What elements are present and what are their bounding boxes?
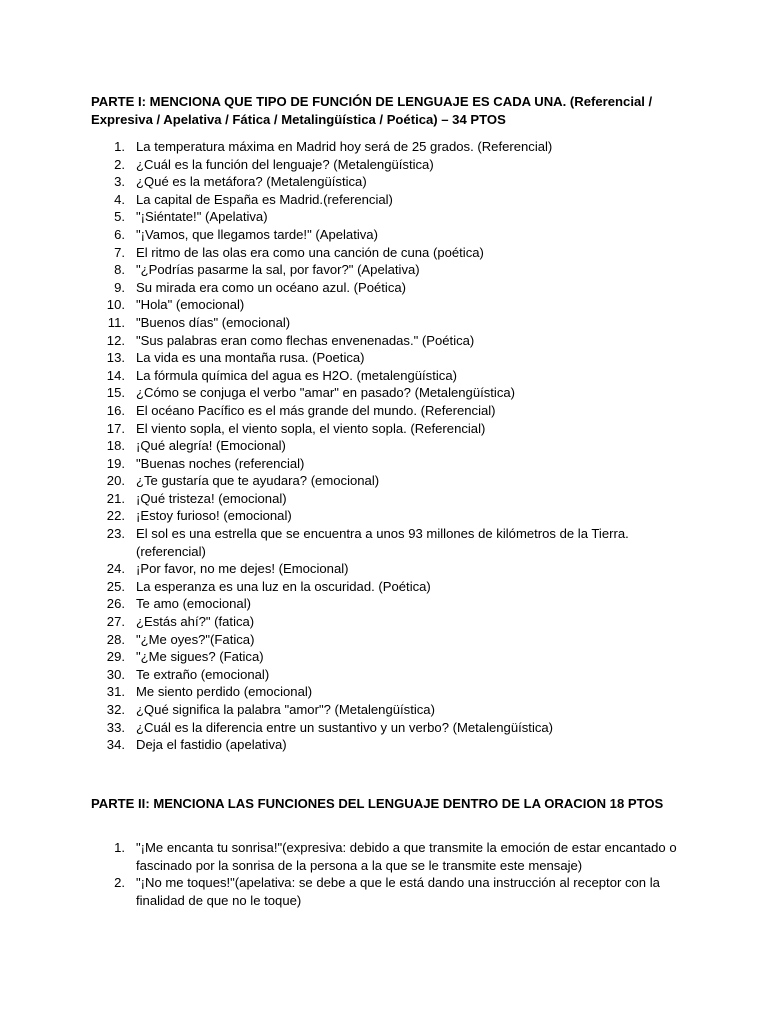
list-item-text: ¡Por favor, no me dejes! (Emocional): [136, 561, 349, 577]
list-item-number: 15.: [106, 385, 125, 401]
list-item-number: 31.: [106, 684, 125, 700]
list-item: [91, 402, 686, 420]
list-item-number: 34.: [106, 737, 125, 753]
list-item: [91, 648, 686, 666]
list-item-text: "¡Vamos, que llegamos tarde!" (Apelativa): [136, 226, 378, 242]
list-item: [91, 437, 686, 455]
list-item-text: La temperatura máxima en Madrid hoy será de 25 grados. (Referencial): [136, 139, 553, 154]
list-item-number: 7.: [114, 244, 125, 260]
list-item: [91, 736, 686, 754]
list-item-text: ¡Estoy furioso! (emocional): [136, 508, 292, 524]
list-item-number: 32.: [106, 702, 125, 717]
list-item-number: 8.: [114, 262, 125, 278]
list-item: [91, 595, 686, 613]
list-item-text: La capital de España es Madrid.(referencial): [136, 191, 393, 207]
list-item: [91, 226, 686, 244]
list-item-number: 16.: [106, 402, 125, 418]
list-item-text: Su mirada era como un océano azul. (Poética): [136, 279, 407, 295]
list-item-number: 33.: [106, 719, 125, 735]
list-item: [91, 173, 686, 191]
list-item: [91, 701, 686, 719]
list-item-number: 1.: [114, 840, 125, 855]
list-item: [91, 455, 686, 473]
list-item-text: ¿Qué significa la palabra "amor"? (Metalengüística): [136, 702, 435, 717]
list-item-text: Deja el fastidio (apelativa): [136, 737, 287, 753]
list-item-number: 26.: [106, 596, 125, 612]
list-item-text: ¿Qué es la metáfora? (Metalengüística): [136, 174, 367, 190]
list-item-number: 22.: [106, 508, 125, 524]
list-item: [91, 384, 686, 402]
list-item-number: 21.: [106, 490, 125, 506]
list-item: [91, 472, 686, 490]
list-item: [91, 244, 686, 262]
list-item-text: Te extraño (emocional): [136, 666, 270, 682]
list-item-number: 4.: [114, 191, 125, 207]
list-item-text: "¡Siéntate!" (Apelativa): [136, 209, 268, 225]
list-item-number: 11.: [107, 314, 125, 330]
list-item-text: Me siento perdido (emocional): [136, 684, 313, 700]
list-item-text: ¿Cómo se conjuga el verbo "amar" en pasado? (Metalengüística): [136, 385, 516, 401]
list-item-number: 2.: [114, 875, 125, 891]
list-item: [91, 631, 686, 649]
list-item-text: El viento sopla, el viento sopla, el viento sopla. (Referencial): [136, 420, 486, 436]
list-item-number: 10.: [106, 297, 125, 313]
list-item-number: 13.: [106, 350, 125, 366]
list-item-number: 9.: [114, 279, 125, 295]
list-item-text: ¿Estás ahí?" (fatica): [136, 614, 255, 630]
list-item: [91, 490, 686, 508]
list-item-number: 25.: [106, 578, 125, 594]
part-1-heading: PARTE I: MENCIONA QUE TIPO DE FUNCIÓN DE LENGUAJE ES CADA UNA. (Referencial / Expresiva / Apelativa / Fática / Metalingüística / Poética) – 34 PTOS: [91, 94, 653, 127]
list-item: [91, 507, 686, 525]
list-item-number: 12.: [106, 332, 125, 348]
list-item: [91, 156, 686, 174]
list-item-number: 14.: [106, 367, 125, 383]
list-item-text: ¿Cuál es la diferencia entre un sustantivo y un verbo? (Metalengüística): [136, 719, 554, 735]
list-item: [91, 683, 686, 701]
list-item: [91, 296, 686, 314]
list-item-number: 23.: [106, 526, 125, 542]
list-item-text: ¡Qué tristeza! (emocional): [136, 490, 287, 506]
list-item-text: El océano Pacífico es el más grande del mundo. (Referencial): [136, 402, 496, 418]
list-item: [91, 261, 686, 279]
list-item-number: 3.: [114, 174, 125, 190]
list-item: [91, 191, 686, 209]
list-item-number: 6.: [114, 226, 125, 242]
list-item: [91, 367, 686, 385]
list-item-text: El ritmo de las olas era como una canción de cuna (poética): [136, 244, 484, 260]
list-item-text: La fórmula química del agua es H2O. (metalengüística): [136, 367, 457, 383]
list-item-text: "Buenos días" (emocional): [136, 314, 291, 330]
list-item-number: 19.: [106, 455, 125, 471]
list-item-number: 18.: [106, 438, 125, 454]
list-item-text: El sol es una estrella que se encuentra a unos 93 millones de kilómetros de la Tierra. (referencial): [136, 526, 629, 559]
list-item-number: 28.: [106, 631, 125, 647]
list-item-number: 24.: [106, 561, 125, 577]
list-item: [91, 420, 686, 438]
list-item-text: ¿Te gustaría que te ayudara? (emocional): [136, 473, 380, 489]
list-item: [91, 332, 686, 350]
list-item-text: ¡Qué alegría! (Emocional): [136, 438, 286, 454]
list-item: [91, 560, 686, 578]
list-item: [91, 578, 686, 596]
list-item-number: 30.: [106, 666, 125, 682]
list-item: [91, 279, 686, 297]
list-item-text: "Buenas noches (referencial): [136, 455, 305, 471]
list-item-text: "¿Me sigues? (Fatica): [136, 649, 264, 665]
list-item-text: "Sus palabras eran como flechas envenenadas." (Poética): [136, 332, 475, 348]
list-item: [91, 525, 686, 560]
list-item-text: La esperanza es una luz en la oscuridad. (Poética): [136, 578, 431, 594]
list-item-number: 1.: [114, 139, 125, 154]
list-item-number: 20.: [106, 473, 125, 489]
part-2-heading: PARTE II: MENCIONA LAS FUNCIONES DEL LENGUAJE DENTRO DE LA ORACION 18 PTOS: [91, 796, 664, 811]
list-item-number: 5.: [114, 209, 125, 225]
list-item-number: 17.: [106, 420, 125, 436]
list-item: [91, 208, 686, 226]
part-1-list: [91, 138, 686, 754]
list-item-text: "Hola" (emocional): [136, 297, 245, 313]
list-item-text: Te amo (emocional): [136, 596, 251, 612]
list-item: [91, 719, 686, 737]
list-item-text: ¿Cuál es la función del lenguaje? (Metalengüística): [136, 156, 434, 172]
list-item-text: "¿Me oyes?"(Fatica): [136, 631, 255, 647]
list-item: [91, 314, 686, 332]
list-item: [91, 349, 686, 367]
list-item-number: 2.: [114, 156, 125, 172]
list-item-text: "¿Podrías pasarme la sal, por favor?" (Apelativa): [136, 262, 420, 278]
list-item: [91, 839, 686, 874]
list-item-number: 29.: [106, 649, 125, 665]
list-item-text: La vida es una montaña rusa. (Poetica): [136, 350, 365, 366]
list-item: [91, 613, 686, 631]
list-item-number: 27.: [106, 614, 125, 630]
part-2-list: [91, 839, 686, 909]
list-item: [91, 138, 686, 156]
list-item-text: "¡Me encanta tu sonrisa!"(expresiva: debido a que transmite la emoción de estar encantado o fascinado por la sonrisa de la persona a la que se le transmite este mensaje): [136, 840, 677, 873]
list-item: [91, 874, 686, 909]
list-item-text: "¡No me toques!"(apelativa: se debe a que le está dando una instrucción al receptor con la finalidad de que no le toque): [136, 875, 660, 908]
list-item: [91, 666, 686, 684]
